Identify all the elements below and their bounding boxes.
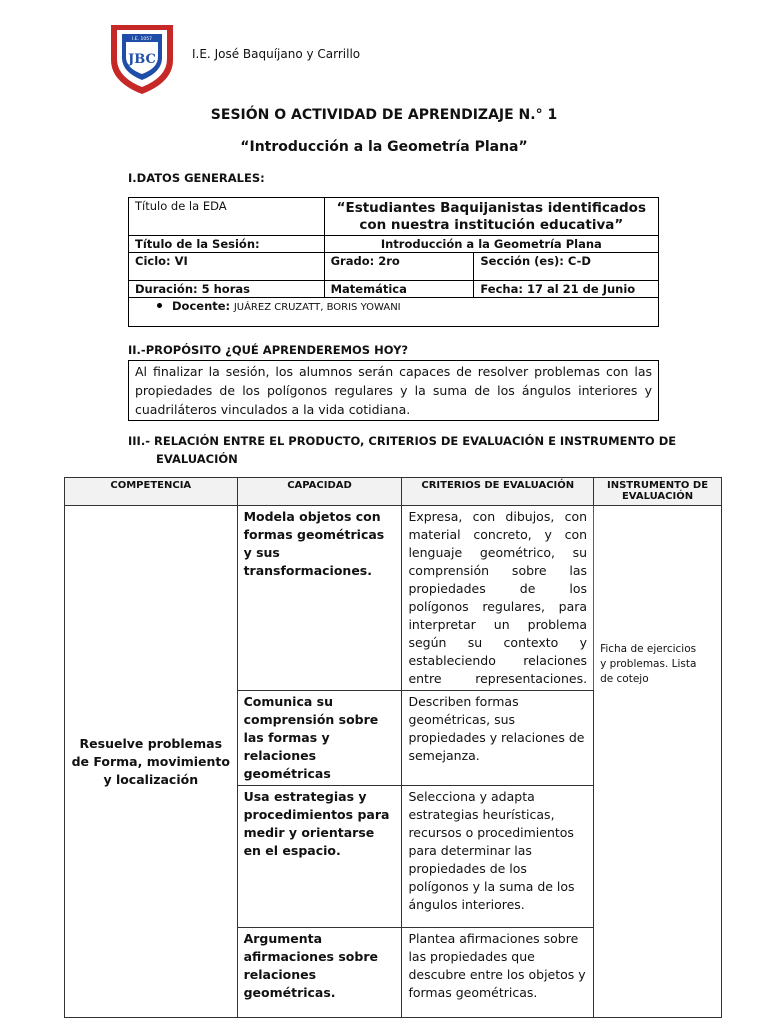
capacidad-cell: Comunica su comprensión sobre las formas y relaciones geométricas (237, 691, 402, 786)
capacidad-cell: Argumenta afirmaciones sobre relaciones geométricas. (237, 928, 402, 1018)
section-relation-heading-line1: III.- RELACIÓN ENTRE EL PRODUCTO, CRITERIOS DE EVALUACIÓN E INSTRUMENTO DE (128, 434, 677, 448)
purpose-box (128, 360, 659, 421)
seccion-cell: Sección (es): C-D (474, 253, 659, 281)
school-crest-logo (108, 22, 176, 96)
column-header: COMPETENCIA (65, 478, 238, 506)
svg-text:JBC: JBC (128, 52, 156, 67)
capacidad-cell: Modela objetos con formas geométricas y sus transformaciones. (237, 506, 402, 691)
column-header: CRITERIOS DE EVALUACIÓN (402, 478, 594, 506)
area-cell: Matemática (324, 281, 474, 298)
svg-text:LINCE: LINCE (136, 80, 148, 85)
eda-value: “Estudiantes Baquijanistas identificados con nuestra institución educativa” (324, 198, 658, 236)
evaluation-table (64, 477, 722, 1018)
section-general-data-heading: I.DATOS GENERALES: (128, 171, 265, 185)
criterio-cell: Plantea afirmaciones sobre las propiedades que descubre entre los objetos y formas geométricas. (402, 928, 594, 1018)
criterio-cell: Describen formas geométricas, sus propiedades y relaciones de semejanza. (402, 691, 594, 786)
svg-text:I.E. 1057: I.E. 1057 (132, 37, 152, 42)
grado-cell: Grado: 2ro (324, 253, 474, 281)
school-name: I.E. José Baquíjano y Carrillo (192, 47, 361, 61)
instrumento-text: Ficha de ejercicios y problemas. Lista de cotejo (600, 642, 697, 685)
session-value: Introducción a la Geometría Plana (324, 236, 658, 253)
page-subtitle: “Introducción a la Geometría Plana” (240, 139, 528, 155)
eda-label: Título de la EDA (129, 198, 325, 236)
fecha-cell: Fecha: 17 al 21 de Junio (474, 281, 659, 298)
section-purpose-heading: II.-PROPÓSITO ¿QUÉ APRENDEREMOS HOY? (128, 343, 409, 357)
page-title: SESIÓN O ACTIVIDAD DE APRENDIZAJE N.° 1 (210, 107, 558, 123)
instrumento-cell (594, 506, 722, 1018)
column-header: INSTRUMENTO DE EVALUACIÓN (594, 478, 722, 506)
competencia-cell: Resuelve problemas de Forma, movimiento y localización (65, 506, 238, 1018)
duracion-cell: Duración: 5 horas (129, 281, 325, 298)
general-data-table (128, 197, 659, 327)
criterio-cell: Selecciona y adapta estrategias heurísticas, recursos o procedimientos para determinar las propiedades de los polígonos y la suma de los ángulos interiores. (402, 786, 594, 928)
criterio-cell: Expresa, con dibujos, con material concreto, y con lenguaje geométrico, su comprensión sobre las propiedades de los polígonos regulares, para interpretar un problema según su contexto y estableciendo relaciones entre representaciones. (402, 506, 594, 691)
purpose-text: Al finalizar la sesión, los alumnos serán capaces de resolver problemas con las propiedades de los polígonos regulares y la suma de los ángulos interiores y cuadriláteros vinculados a la vida cotidiana. (129, 361, 659, 421)
column-header: CAPACIDAD (237, 478, 402, 506)
section-relation-heading-line2: EVALUACIÓN (156, 452, 238, 466)
session-label: Título de la Sesión: (129, 236, 325, 253)
section-relation-heading (128, 432, 676, 468)
bullet-icon (157, 303, 162, 308)
docente-label: Docente: (172, 299, 231, 313)
ciclo-cell: Ciclo: VI (129, 253, 325, 281)
capacidad-cell: Usa estrategias y procedimientos para medir y orientarse en el espacio. (237, 786, 402, 928)
docente-row (129, 298, 659, 327)
docente-value: JUÁREZ CRUZATT, BORIS YOWANI (233, 302, 401, 313)
